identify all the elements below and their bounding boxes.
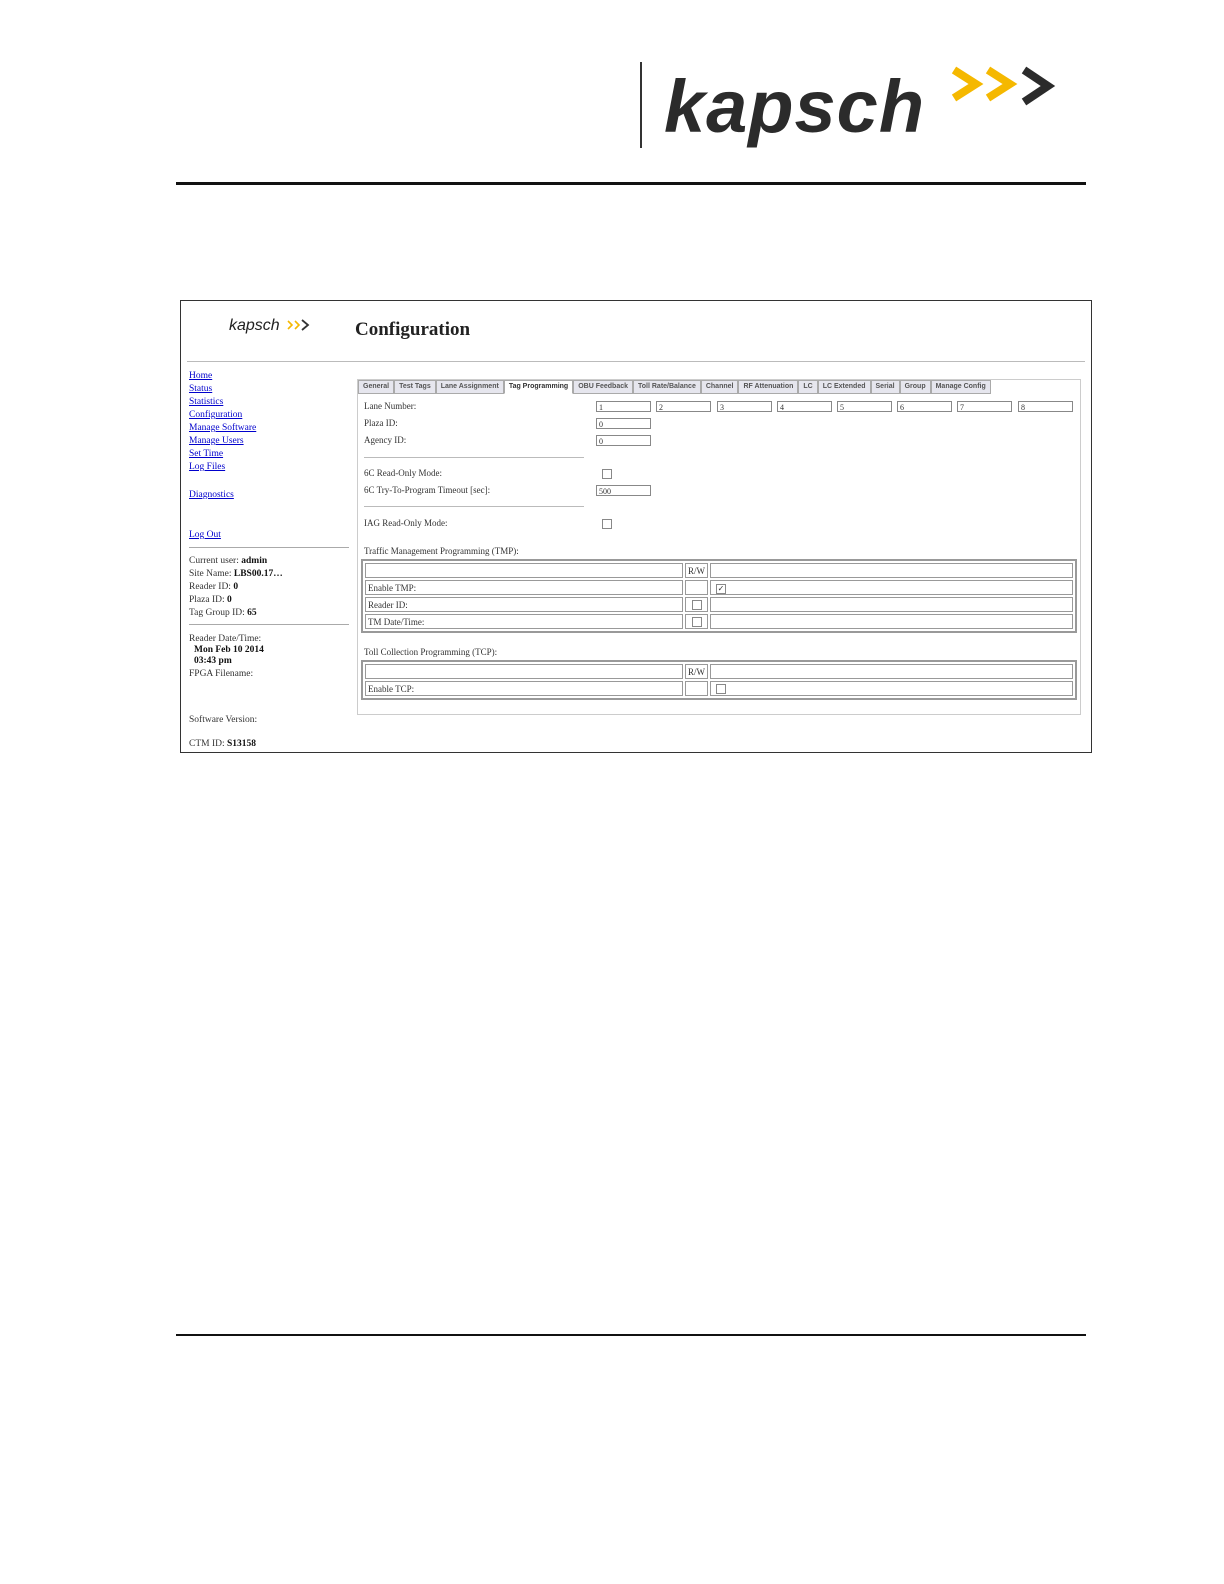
enable-tmp-checkbox[interactable]: ✓: [717, 584, 725, 593]
site-name-row: [189, 569, 283, 579]
tab-lc-extended[interactable]: LC Extended: [818, 380, 871, 394]
tag-group-id-value: 65: [247, 608, 257, 618]
tm-datetime-label: TM Date/Time:: [365, 614, 683, 629]
table-cell: [685, 681, 708, 696]
footer-rule: [176, 1334, 1086, 1336]
table-cell: [685, 597, 708, 612]
nav-log-out[interactable]: Log Out: [189, 530, 221, 540]
fpga-filename-label: FPGA Filename:: [189, 669, 254, 679]
app-logo-chevrons-icon: [287, 319, 315, 331]
tmp-table: [361, 559, 1077, 633]
iag-read-only-checkbox[interactable]: [602, 519, 612, 529]
logo-wordmark: kapsch: [664, 65, 926, 148]
lane-number-4-input[interactable]: 4: [777, 401, 832, 412]
reader-id-row-label: Reader ID:: [365, 597, 683, 612]
reader-id-row: [189, 582, 238, 592]
app-logo: kapsch: [229, 317, 280, 334]
table-cell: [710, 597, 1073, 612]
tcp-heading: Toll Collection Programming (TCP):: [364, 647, 498, 657]
agency-id-input[interactable]: 0: [596, 435, 651, 446]
ctm-id-value: S13158: [227, 739, 257, 749]
lane-number-3-input[interactable]: 3: [717, 401, 772, 412]
reader-date-value: Mon Feb 10 2014: [194, 645, 264, 655]
plaza-id-label: Plaza ID:: [189, 595, 225, 605]
current-user-label: Current user:: [189, 556, 239, 566]
table-cell: [710, 664, 1073, 679]
tab-manage-config[interactable]: Manage Config: [931, 380, 991, 394]
ctm-id-row: [189, 739, 256, 749]
table-cell: [710, 614, 1073, 629]
plaza-id-label: Plaza ID:: [364, 418, 398, 428]
tab-obu-feedback[interactable]: OBU Feedback: [573, 380, 633, 394]
reader-datetime-label: Reader Date/Time:: [189, 634, 262, 644]
table-cell: [685, 580, 708, 595]
agency-id-label: Agency ID:: [364, 435, 407, 445]
tab-general[interactable]: General: [358, 380, 394, 394]
tab-lane-assignment[interactable]: Lane Assignment: [436, 380, 504, 394]
table-row: [365, 597, 1073, 612]
configuration-screenshot: [180, 300, 1092, 753]
nav-status[interactable]: Status: [189, 384, 213, 394]
page-title: Configuration: [355, 319, 471, 340]
lane-number-2-input[interactable]: 2: [656, 401, 711, 412]
config-tabs: [358, 380, 991, 394]
nav-set-time[interactable]: Set Time: [189, 449, 224, 459]
reader-id-value: 0: [233, 582, 239, 592]
lane-number-7-input[interactable]: 7: [957, 401, 1012, 412]
tm-datetime-rw-checkbox[interactable]: [692, 617, 702, 627]
tab-tag-programming[interactable]: Tag Programming: [504, 380, 573, 394]
header-rule: [176, 182, 1086, 185]
rw-header: R/W: [685, 664, 708, 679]
lane-number-8-input[interactable]: 8: [1018, 401, 1073, 412]
kapsch-logo: [664, 62, 1074, 152]
nav-manage-users[interactable]: Manage Users: [189, 436, 244, 446]
tab-toll-rate-balance[interactable]: Toll Rate/Balance: [633, 380, 701, 394]
tcp-table: [361, 660, 1077, 700]
iag-read-only-label: IAG Read-Only Mode:: [364, 518, 448, 528]
enable-tcp-checkbox[interactable]: [716, 684, 726, 694]
lane-number-6-input[interactable]: 6: [897, 401, 952, 412]
tag-group-id-label: Tag Group ID:: [189, 608, 245, 618]
nav-log-files[interactable]: Log Files: [189, 462, 226, 472]
table-cell: [685, 614, 708, 629]
title-divider: [187, 361, 1085, 362]
table-row: [365, 580, 1073, 595]
lane-number-5-input[interactable]: 5: [837, 401, 892, 412]
nav-diagnostics[interactable]: Diagnostics: [189, 490, 234, 500]
reader-time-value: 03:43 pm: [194, 656, 232, 666]
tag-group-id-row: [189, 608, 257, 618]
nav-configuration[interactable]: Configuration: [189, 410, 243, 420]
table-cell: [710, 580, 1073, 595]
reader-id-label: Reader ID:: [189, 582, 231, 592]
tab-lc[interactable]: LC: [798, 380, 817, 394]
lane-number-1-input[interactable]: 1: [596, 401, 651, 412]
plaza-id-row: [189, 595, 232, 605]
plaza-id-input[interactable]: 0: [596, 418, 651, 429]
table-row: [365, 664, 1073, 679]
sixc-timeout-label: 6C Try-To-Program Timeout [sec]:: [364, 485, 491, 495]
table-row: [365, 563, 1073, 578]
sidebar-divider: [189, 547, 349, 548]
sixc-read-only-label: 6C Read-Only Mode:: [364, 468, 442, 478]
plaza-id-value: 0: [227, 595, 232, 605]
tab-channel[interactable]: Channel: [701, 380, 739, 394]
tab-rf-attenuation[interactable]: RF Attenuation: [738, 380, 798, 394]
tab-test-tags[interactable]: Test Tags: [394, 380, 436, 394]
table-cell: [710, 563, 1073, 578]
table-row: [365, 681, 1073, 696]
ctm-id-label: CTM ID:: [189, 739, 225, 749]
header-divider: [640, 62, 642, 148]
software-version-label: Software Version:: [189, 715, 258, 725]
table-cell: [365, 664, 683, 679]
tab-group[interactable]: Group: [900, 380, 931, 394]
table-cell: [710, 681, 1073, 696]
logo-chevrons-icon: [950, 64, 1070, 114]
enable-tcp-label: Enable TCP:: [365, 681, 683, 696]
table-cell: [365, 563, 683, 578]
sixc-timeout-input[interactable]: 500: [596, 485, 651, 496]
site-name-value: LBS00.17…: [233, 569, 283, 579]
current-user-value: admin: [241, 556, 268, 566]
section-divider: [364, 506, 584, 507]
section-divider: [364, 457, 584, 458]
lane-number-label: Lane Number:: [364, 401, 417, 411]
nav-statistics[interactable]: Statistics: [189, 397, 224, 407]
nav-manage-software[interactable]: Manage Software: [189, 423, 257, 433]
sixc-read-only-checkbox[interactable]: [602, 469, 612, 479]
tab-serial[interactable]: Serial: [871, 380, 900, 394]
tmp-heading: Traffic Management Programming (TMP):: [364, 546, 519, 556]
site-name-label: Site Name:: [189, 569, 232, 579]
sidebar-divider: [189, 624, 349, 625]
enable-tmp-label: Enable TMP:: [365, 580, 683, 595]
nav-home[interactable]: Home: [189, 371, 213, 381]
table-row: [365, 614, 1073, 629]
tag-programming-panel: [357, 379, 1081, 715]
current-user-row: [189, 556, 267, 566]
reader-id-rw-checkbox[interactable]: [692, 600, 702, 610]
rw-header: R/W: [685, 563, 708, 578]
